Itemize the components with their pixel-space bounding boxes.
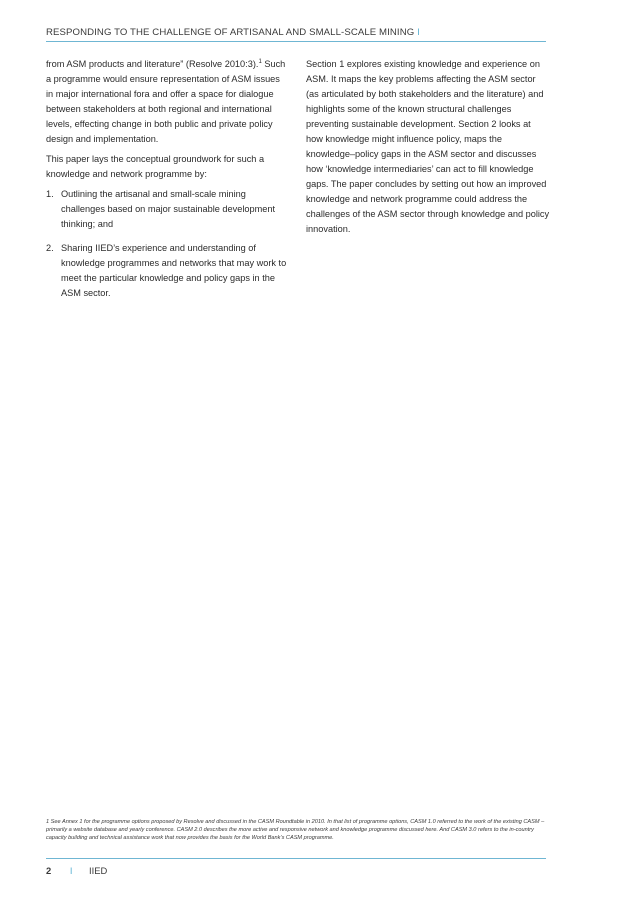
numbered-list — [46, 187, 289, 301]
page-footer — [46, 865, 107, 876]
footnote: 1 See Annex 1 for the programme options proposed by Resolve and discussed in the CASM Roundtable in 2010. In that list of programme options, CASM 1.0 referred to the work of the existing CASM – primarily a website database and yearly conference. CASM 2.0 describes the more active and responsive network and knowledge programme discussed here. And CASM 3.0 refers to the in-country capacity building and technical assistance work that now provides the basis for the World Bank’s CASM programme. — [46, 819, 545, 841]
header-rule — [46, 41, 546, 42]
list-item-text: Sharing IIED’s experience and understanding of knowledge programmes and networks that may work to meet the particular knowledge and policy gaps in the ASM sector. — [61, 243, 287, 298]
page-number: 2 — [46, 865, 52, 876]
right-column — [306, 57, 550, 242]
list-item — [46, 187, 289, 232]
footnote-ref-1[interactable]: 1 — [258, 59, 262, 65]
footer-rule — [46, 858, 546, 859]
list-item-number: 1. — [46, 189, 54, 199]
left-paragraph-1-text: from ASM products and literature” (Resolve 2010:3). — [46, 59, 259, 69]
publisher-name: IIED — [89, 865, 108, 876]
footer-separator: I — [69, 865, 73, 876]
left-paragraph-1 — [46, 57, 289, 147]
left-column — [46, 57, 289, 310]
running-header — [46, 27, 546, 38]
right-paragraph-1: Section 1 explores existing knowledge and experience on ASM. It maps the key problems affecting the ASM sector (as articulated by both stakeholders and the literature) and highlights some of the known structural challenges preventing sustainable development. Section 2 looks at how knowledge might influence policy, maps the knowledge–policy gaps in the ASM sector and discusses how ‘knowledge intermediaries’ can act to fill knowledge gaps. The paper concludes by setting out how an improved knowledge and network programme could address the challenges of the ASM sector through knowledge and policy innovation. — [306, 59, 550, 234]
list-item — [46, 241, 289, 301]
running-title: RESPONDING TO THE CHALLENGE OF ARTISANAL AND SMALL-SCALE MINING — [46, 27, 415, 38]
list-item-number: 2. — [46, 243, 54, 253]
list-item-text: Outlining the artisanal and small-scale mining challenges based on major sustainable development thinking; and — [61, 189, 276, 229]
left-paragraph-1-tail: Such a programme would ensure representation of ASM issues in major international fora and offer a space for dialogue between stakeholders at both regional and international levels, effecting change in both public and private policy design and implementation. — [46, 59, 286, 144]
header-separator: I — [417, 27, 420, 38]
left-paragraph-2: This paper lays the conceptual groundwork for such a knowledge and network programme by: — [46, 154, 265, 179]
